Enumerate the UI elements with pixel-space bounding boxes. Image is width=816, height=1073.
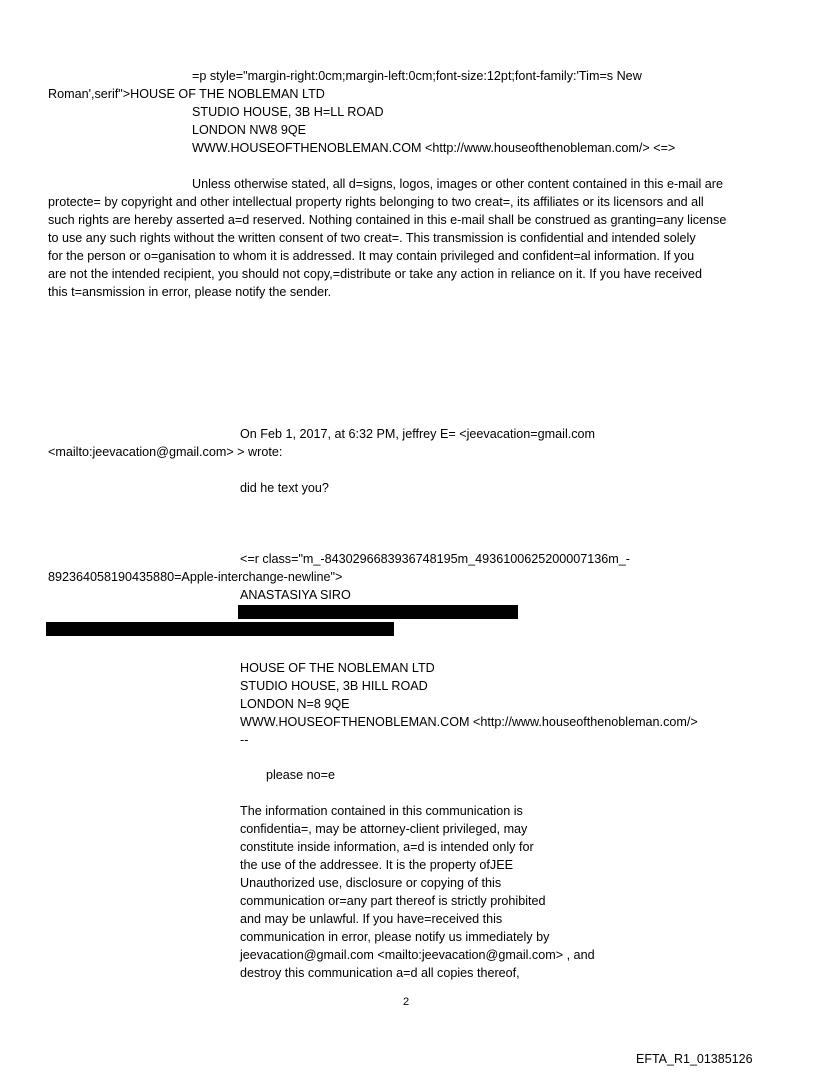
disclaimer-bottom-line-6: communication or=any part thereof is strictly prohibited bbox=[240, 894, 546, 908]
disclaimer-bottom-line-8: communication in error, please notify us immediately by bbox=[240, 930, 550, 944]
disclaimer-bottom-line-2: confidentia=, may be attorney-client privileged, may bbox=[240, 822, 528, 836]
signature-mid-line-2: 892364058190435880=Apple-interchange-newline"> bbox=[48, 570, 343, 584]
signature-bottom-line-3: LONDON N=8 9QE bbox=[240, 697, 350, 711]
signature-top-line-1: =p style="margin-right:0cm;margin-left:0cm;font-size:12pt;font-family:'Tim=s New bbox=[192, 69, 642, 83]
signature-top-website-link[interactable]: WWW.HOUSEOFTHENOBLEMAN.COM <http://www.houseofthenobleman.com/> <=> bbox=[192, 141, 676, 155]
disclaimer-top-line-1: Unless otherwise stated, all d=signs, logos, images or other content contained in this e-mail are bbox=[192, 177, 723, 191]
disclaimer-top-line-3: such rights are hereby asserted a=d reserved. Nothing contained in this e-mail shall be construed as granting=any license bbox=[48, 213, 727, 227]
disclaimer-top-line-6: are not the intended recipient, you should not copy,=distribute or take any action in reliance on it. If you have received bbox=[48, 267, 702, 281]
signature-bottom-separator: -- bbox=[240, 733, 249, 747]
disclaimer-bottom-line-7: and may be unlawful. If you have=received this bbox=[240, 912, 503, 926]
signature-bottom-line-1: HOUSE OF THE NOBLEMAN LTD bbox=[240, 661, 435, 675]
signature-bottom-line-2: STUDIO HOUSE, 3B HILL ROAD bbox=[240, 679, 428, 693]
note-text: please no=e bbox=[266, 768, 335, 782]
disclaimer-top-line-2: protecte= by copyright and other intellectual property rights belonging to two creat=, its affiliates or its licensors and all bbox=[48, 195, 704, 209]
disclaimer-bottom-line-3: constitute inside information, a=d is intended only for bbox=[240, 840, 534, 854]
reply-header-mailto-link[interactable]: <mailto:jeevacation@gmail.com> > wrote: bbox=[48, 445, 283, 459]
disclaimer-top-line-4: to use any such rights without the written consent of two creat=. This transmission is confidential and intended solely bbox=[48, 231, 696, 245]
document-id-footer: EFTA_R1_01385126 bbox=[636, 1052, 753, 1066]
disclaimer-top-line-5: for the person or o=ganisation to whom it is addressed. It may contain privileged and confident=al information. If you bbox=[48, 249, 695, 263]
reply-header-line-1: On Feb 1, 2017, at 6:32 PM, jeffrey E= <jeevacation=gmail.com bbox=[240, 427, 596, 441]
signature-top-line-2: Roman',serif">HOUSE OF THE NOBLEMAN LTD bbox=[48, 87, 325, 101]
signature-mid-name: ANASTASIYA SIRO bbox=[240, 588, 351, 602]
page-number: 2 bbox=[403, 996, 410, 1008]
signature-top-line-3: STUDIO HOUSE, 3B H=LL ROAD bbox=[192, 105, 384, 119]
signature-bottom-website-link[interactable]: WWW.HOUSEOFTHENOBLEMAN.COM <http://www.houseofthenobleman.com/> bbox=[240, 715, 698, 729]
message-text: did he text you? bbox=[240, 481, 329, 495]
disclaimer-bottom-line-5: Unauthorized use, disclosure or copying of this bbox=[240, 876, 502, 890]
disclaimer-bottom-email-link[interactable]: jeevacation@gmail.com <mailto:jeevacation@gmail.com> , and bbox=[240, 948, 595, 962]
disclaimer-bottom-line-10: destroy this communication a=d all copies thereof, bbox=[240, 966, 520, 980]
disclaimer-top-line-7: this t=ansmission in error, please notify the sender. bbox=[48, 285, 332, 299]
signature-mid-line-1: <=r class="m_-8430296683936748195m_4936100625200007136m_- bbox=[240, 552, 630, 566]
disclaimer-bottom-line-1: The information contained in this communication is bbox=[240, 804, 523, 818]
signature-top-line-4: LONDON NW8 9QE bbox=[192, 123, 307, 137]
redaction-bar-2 bbox=[46, 622, 394, 636]
disclaimer-bottom-line-4: the use of the addressee. It is the property ofJEE bbox=[240, 858, 514, 872]
redaction-bar-1 bbox=[238, 605, 518, 619]
